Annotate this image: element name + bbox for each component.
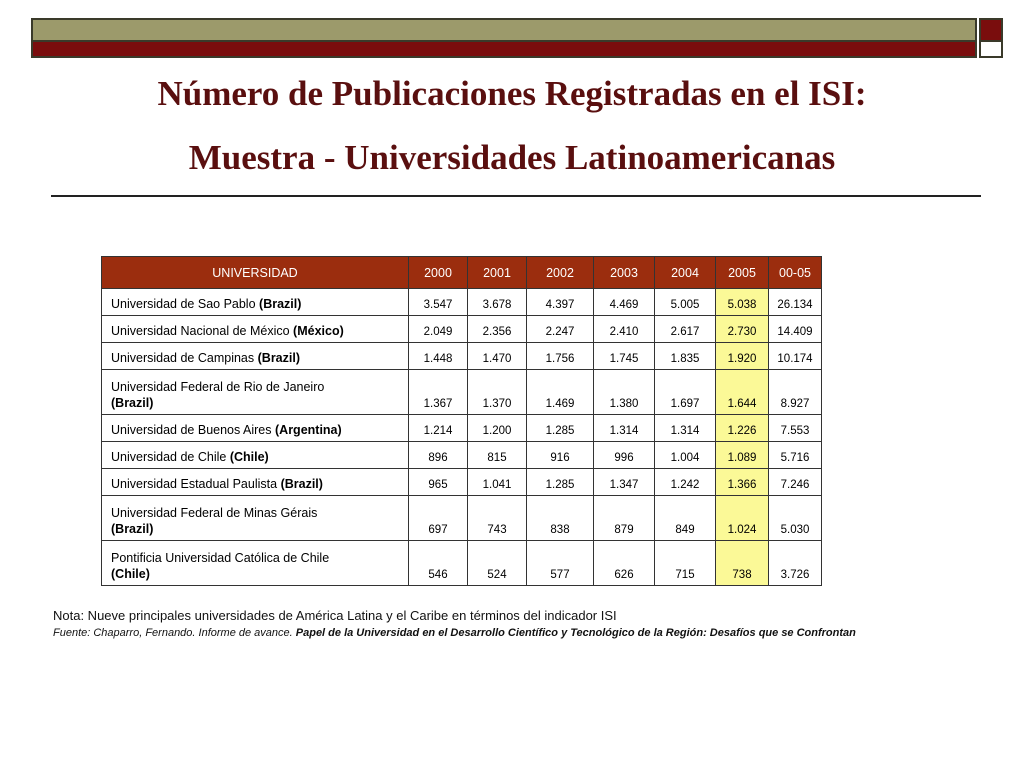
source-citation [53,627,856,639]
year-value-cell: 1.367 [409,370,468,415]
year-value-cell: 996 [594,442,655,469]
publications-table [101,256,822,586]
university-name: Pontificia Universidad Católica de Chile [111,551,330,565]
header-2001: 2001 [468,257,527,289]
top-decor-stripe [31,42,977,58]
year-value-cell: 1.214 [409,415,468,442]
year-value-cell: 1.242 [655,469,716,496]
year-value-cell: 743 [468,496,527,541]
year-value-cell: 5.005 [655,289,716,316]
year-value-cell: 1.226 [716,415,769,442]
year-value-cell: 577 [527,541,594,586]
university-name-cell [102,442,409,469]
year-value-cell: 1.470 [468,343,527,370]
year-value-cell: 5.038 [716,289,769,316]
year-value-cell: 1.314 [655,415,716,442]
university-name-cell [102,469,409,496]
header-2000: 2000 [409,257,468,289]
year-value-cell: 1.200 [468,415,527,442]
total-cell: 10.174 [769,343,822,370]
table-row [102,442,822,469]
year-value-cell: 3.678 [468,289,527,316]
university-country: (México) [293,324,344,338]
university-country: (Brazil) [111,396,154,410]
corner-decor-square [979,18,1003,42]
year-value-cell: 2.410 [594,316,655,343]
year-value-cell: 815 [468,442,527,469]
year-value-cell: 1.756 [527,343,594,370]
university-country: (Brazil) [257,351,300,365]
university-country: (Chile) [111,567,150,581]
year-value-cell: 1.370 [468,370,527,415]
total-cell: 3.726 [769,541,822,586]
university-name: Universidad de Buenos Aires [111,423,272,437]
university-name: Universidad Federal de Rio de Janeiro [111,380,325,394]
university-country: (Argentina) [275,423,342,437]
source-prefix: Fuente: Chaparro, Fernando. Informe de avance. [53,627,293,639]
year-value-cell: 916 [527,442,594,469]
title-divider [51,195,981,197]
footnote: Nota: Nueve principales universidades de América Latina y el Caribe en términos del indicador ISI [53,608,617,623]
year-value-cell: 1.285 [527,469,594,496]
year-value-cell: 965 [409,469,468,496]
year-value-cell: 2.247 [527,316,594,343]
year-value-cell: 879 [594,496,655,541]
total-cell: 7.246 [769,469,822,496]
year-value-cell: 546 [409,541,468,586]
year-value-cell: 715 [655,541,716,586]
year-value-cell: 1.089 [716,442,769,469]
year-value-cell: 2.730 [716,316,769,343]
year-value-cell: 2.617 [655,316,716,343]
year-value-cell: 1.644 [716,370,769,415]
university-name-cell [102,289,409,316]
year-value-cell: 1.380 [594,370,655,415]
year-value-cell: 1.366 [716,469,769,496]
header-2004: 2004 [655,257,716,289]
year-value-cell: 4.469 [594,289,655,316]
year-value-cell: 2.356 [468,316,527,343]
year-value-cell: 697 [409,496,468,541]
table-header-row [102,257,822,289]
year-value-cell: 738 [716,541,769,586]
university-name-cell [102,496,409,541]
university-name-cell [102,370,409,415]
year-value-cell: 838 [527,496,594,541]
table-row [102,370,822,415]
table-row [102,289,822,316]
year-value-cell: 2.049 [409,316,468,343]
total-cell: 5.716 [769,442,822,469]
header-universidad: UNIVERSIDAD [102,257,409,289]
top-decor-bar [31,18,977,42]
university-country: (Chile) [229,450,269,464]
university-name-cell [102,343,409,370]
university-name: Universidad de Chile [111,450,227,464]
university-country: (Brazil) [111,522,154,536]
university-name-cell [102,415,409,442]
year-value-cell: 1.004 [655,442,716,469]
year-value-cell: 896 [409,442,468,469]
total-cell: 7.553 [769,415,822,442]
year-value-cell: 849 [655,496,716,541]
year-value-cell: 1.920 [716,343,769,370]
university-name: Universidad de Campinas [111,351,255,365]
total-cell: 8.927 [769,370,822,415]
total-cell: 5.030 [769,496,822,541]
year-value-cell: 4.397 [527,289,594,316]
slide-subtitle: Muestra - Universidades Latinoamericanas [188,138,836,177]
year-value-cell: 1.469 [527,370,594,415]
total-cell: 26.134 [769,289,822,316]
university-country: (Brazil) [259,297,302,311]
table-row [102,469,822,496]
year-value-cell: 1.285 [527,415,594,442]
year-value-cell: 1.745 [594,343,655,370]
header-2003: 2003 [594,257,655,289]
header-total: 00-05 [769,257,822,289]
slide-title: Número de Publicaciones Registradas en el ISI: [157,74,867,113]
university-name-cell [102,541,409,586]
year-value-cell: 1.835 [655,343,716,370]
university-name: Universidad Nacional de México [111,324,290,338]
year-value-cell: 1.347 [594,469,655,496]
table-row [102,415,822,442]
year-value-cell: 1.041 [468,469,527,496]
total-cell: 14.409 [769,316,822,343]
year-value-cell: 1.697 [655,370,716,415]
table-row [102,496,822,541]
university-name-cell [102,316,409,343]
year-value-cell: 524 [468,541,527,586]
year-value-cell: 1.448 [409,343,468,370]
header-2002: 2002 [527,257,594,289]
university-name: Universidad Estadual Paulista [111,477,278,491]
header-2005: 2005 [716,257,769,289]
year-value-cell: 1.314 [594,415,655,442]
university-name: Universidad Federal de Minas Gérais [111,506,318,520]
year-value-cell: 626 [594,541,655,586]
year-value-cell: 3.547 [409,289,468,316]
year-value-cell: 1.024 [716,496,769,541]
table-row [102,541,822,586]
university-name: Universidad de Sao Pablo [111,297,256,311]
source-title: Papel de la Universidad en el Desarrollo Científico y Tecnológico de la Región: Desafíos que se Confrontan [295,627,856,639]
table-row [102,316,822,343]
university-country: (Brazil) [280,477,323,491]
table-row [102,343,822,370]
corner-decor-square-lower [979,42,1003,58]
